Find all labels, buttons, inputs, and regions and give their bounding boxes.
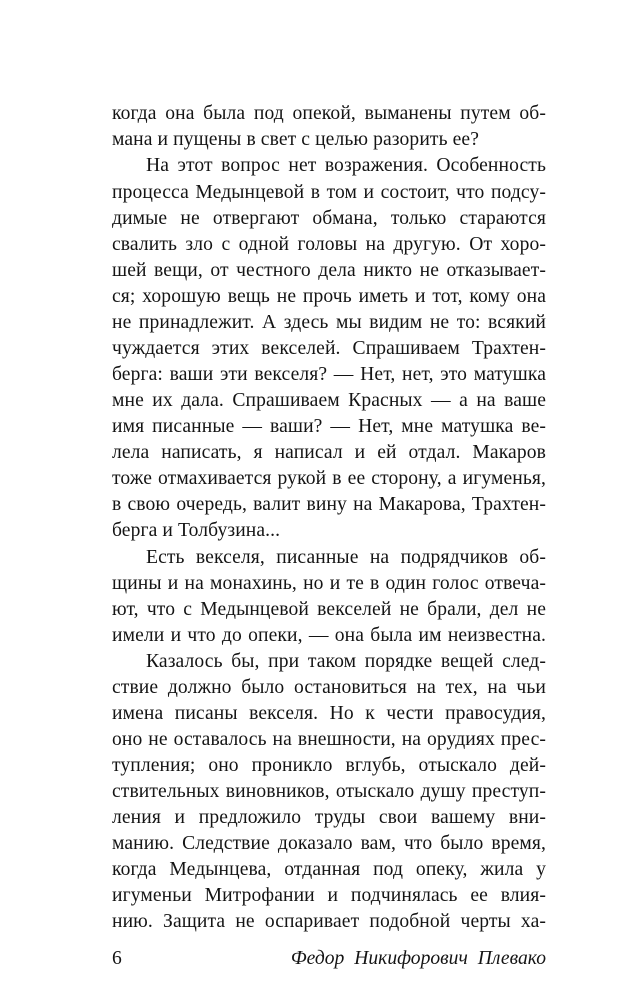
text-line: На этот вопрос нет возражения. Особенность [146, 155, 546, 176]
text-line: в свою очередь, валит вину на Макарова, Трахтен- [112, 494, 546, 515]
text-line: когда Медынцева, отданная под опеку, жила у [112, 859, 546, 880]
text-line: когда она была под опекой, выманены путем об- [112, 103, 546, 124]
text-line: шей вещи, от честного дела никто не отказывает- [112, 260, 546, 281]
text-line: процесса Медынцевой в том и состоит, что подсу- [112, 182, 546, 203]
text-line: ствие должно было остановиться на тех, на чьи [112, 677, 546, 698]
text-line: имели и что до опеки, — она была им неизвестна. [112, 625, 546, 646]
text-line: берга и Толбузина... [112, 520, 281, 541]
text-line: берга: ваши эти векселя? — Нет, нет, это матушка [112, 364, 546, 385]
text-line: игуменьи Митрофании и подчинялась ее влия- [112, 885, 546, 906]
text-line: имя писанные — ваши? — Нет, мне матушка ве- [112, 416, 546, 437]
text-line: свалить зло с одной головы на другую. От хоро- [112, 234, 546, 255]
text-line: тоже отмахивается рукой в ее сторону, а игуменья, [112, 468, 546, 489]
text-line: Казалось бы, при таком порядке вещей след- [146, 651, 546, 672]
text-line: ся; хорошую вещь не прочь иметь и тот, кому она [112, 286, 546, 307]
text-line: не принадлежит. А здесь мы видим не то: всякий [112, 312, 546, 333]
text-line: мне их дала. Спрашиваем Красных — а на ваше [112, 390, 546, 411]
text-line: имена писаны векселя. Но к чести правосудия, [112, 703, 546, 724]
text-line: манию. Следствие доказало вам, что было время, [112, 833, 546, 854]
text-line: щины и на монахинь, но и те в один голос отвеча- [112, 573, 546, 594]
text-line: ления и предложило труды свои вашему вни- [112, 807, 546, 828]
text-line: ют, что с Медынцевой векселей не брали, дел не [112, 599, 546, 620]
running-footer-author: Федор Никифорович Плевако [290, 948, 546, 969]
text-line: Есть векселя, писанные на подрядчиков об- [146, 547, 546, 568]
text-line: нию. Защита не оспаривает подобной черты ха- [112, 911, 546, 932]
text-line: тупления; оно проникло вглубь, отыскало дей- [112, 755, 546, 776]
page-number: 6 [112, 948, 122, 969]
text-line: лела написать, я написал и ей отдал. Макаров [112, 442, 546, 463]
text-line: чуждается этих векселей. Спрашиваем Трахтен- [112, 338, 546, 359]
text-line: мана и пущены в свет с целью разорить ее? [112, 129, 479, 150]
text-line: ствительных виновников, отыскало душу преступ- [112, 781, 546, 802]
text-line: оно не оставалось на внешности, на орудиях прес- [112, 729, 546, 750]
text-line: димые не отвергают обмана, только стараются [112, 208, 546, 229]
